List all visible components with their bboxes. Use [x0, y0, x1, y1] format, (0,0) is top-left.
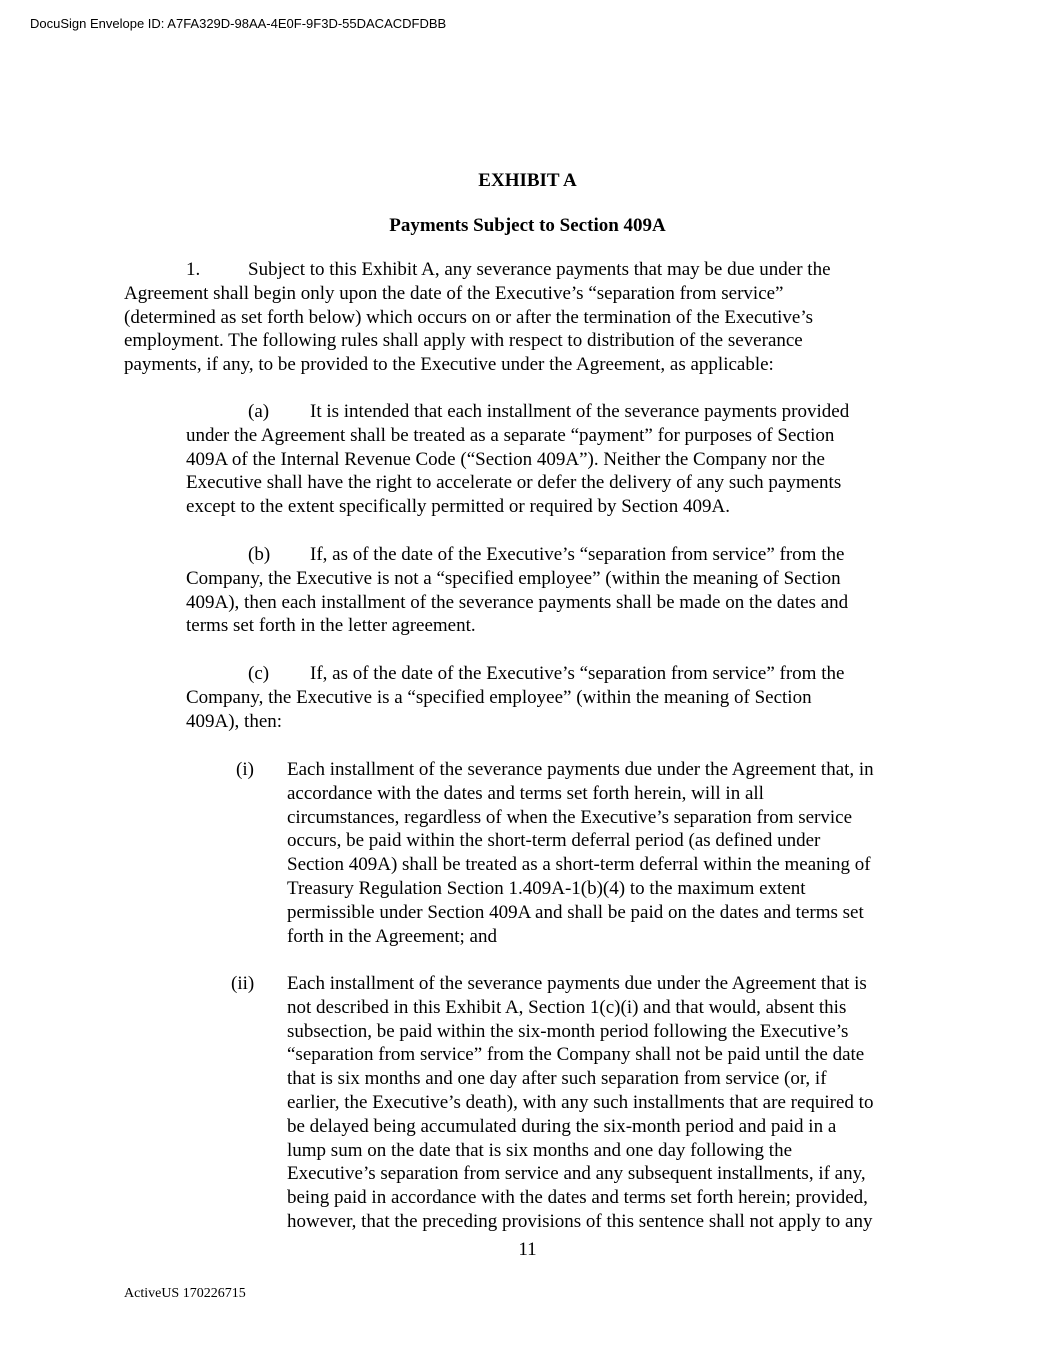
item-i-line: forth in the Agreement; and — [287, 925, 497, 947]
paragraph-a-line: under the Agreement shall be treated as a separate “payment” for purposes of Section — [186, 424, 835, 446]
item-ii-line: earlier, the Executive’s death), with any such installments that are required to — [287, 1091, 874, 1113]
item-i-marker: (i) — [236, 759, 254, 780]
item-i-line: circumstances, regardless of when the Executive’s separation from service — [287, 806, 853, 828]
section-1-line: payments, if any, to be provided to the Executive under the Agreement, as applicable: — [124, 354, 774, 376]
item-ii-line: not described in this Exhibit A, Section 1(c)(i) and that would, absent this — [287, 996, 847, 1018]
paragraph-b — [186, 543, 848, 638]
section-1-line: employment. The following rules shall apply with respect to distribution of the severance — [124, 330, 803, 352]
paragraph-b-line: (b) If, as of the date of the Executive’s “separation from service” from the — [248, 544, 845, 565]
paragraph-c-line: Company, the Executive is a “specified employee” (within the meaning of Section — [186, 686, 812, 708]
page-number: 11 — [518, 1239, 537, 1260]
paragraph-b-line: terms set forth in the letter agreement. — [186, 615, 476, 637]
item-i-line: occurs, be paid within the short-term deferral period (as defined under — [287, 830, 821, 852]
item-ii-line: Executive’s separation from service and any subsequent installments, if any, — [287, 1163, 866, 1185]
item-i-line: permissible under Section 409A and shall be paid on the dates and terms set — [287, 901, 864, 923]
item-ii-line: lump sum on the date that is six months and one day following the — [287, 1139, 793, 1161]
section-1-line: Agreement shall begin only upon the date of the Executive’s “separation from service” — [124, 282, 784, 304]
section-1-line: (determined as set forth below) which occurs on or after the termination of the Executive’s — [124, 306, 814, 328]
section-1 — [124, 258, 831, 377]
envelope-id: DocuSign Envelope ID: A7FA329D-98AA-4E0F-9F3D-55DACACDFDBB — [30, 16, 447, 31]
paragraph-b-marker: (b) — [248, 544, 271, 565]
paragraph-a-line: except to the extent specifically permitted or required by Section 409A. — [186, 496, 730, 518]
item-ii-line: “separation from service” from the Company shall not be paid until the date — [287, 1044, 865, 1066]
paragraph-a-line: (a) It is intended that each installment of the severance payments provided — [248, 401, 850, 422]
item-ii-line: that is six months and one day after such separation from service (or, if — [287, 1068, 827, 1090]
paragraph-c-line: (c) If, as of the date of the Executive’s “separation from service” from the — [248, 663, 845, 684]
item-i-line: Treasury Regulation Section 1.409A-1(b)(4) to the maximum extent — [287, 877, 806, 899]
paragraph-a — [186, 400, 849, 519]
exhibit-title: EXHIBIT A — [478, 170, 577, 191]
item-ii-line: be delayed being accumulated during the six-month period and paid in a — [287, 1115, 837, 1137]
item-ii — [287, 972, 873, 1234]
item-i-line: Each installment of the severance payments due under the Agreement that, in — [287, 759, 874, 780]
paragraph-a-line: Executive shall have the right to accelerate or defer the delivery of any such payments — [186, 472, 842, 494]
paragraph-a-line: 409A of the Internal Revenue Code (“Section 409A”). Neither the Company nor the — [186, 448, 825, 470]
item-i — [287, 758, 874, 948]
item-ii-marker: (ii) — [231, 973, 255, 994]
exhibit-subtitle: Payments Subject to Section 409A — [389, 215, 666, 236]
paragraph-c-line: 409A), then: — [186, 710, 283, 732]
section-1-line: 1. Subject to this Exhibit A, any severance payments that may be due under the — [186, 259, 831, 280]
item-ii-line: however, that the preceding provisions of this sentence shall not apply to any — [287, 1210, 873, 1232]
item-ii-line: subsection, be paid within the six-month period following the Executive’s — [287, 1020, 849, 1042]
paragraph-b-line: 409A), then each installment of the severance payments shall be made on the dates and — [186, 591, 849, 613]
footer-document-id: ActiveUS 170226715 — [124, 1286, 246, 1301]
paragraph-c-marker: (c) — [248, 663, 270, 684]
paragraph-a-marker: (a) — [248, 401, 270, 422]
item-ii-line: Each installment of the severance payments due under the Agreement that is — [287, 973, 867, 994]
item-i-line: Section 409A) shall be treated as a short-term deferral within the meaning of — [287, 854, 871, 876]
paragraph-b-line: Company, the Executive is not a “specified employee” (within the meaning of Section — [186, 567, 841, 589]
item-ii-line: being paid in accordance with the dates and terms set forth herein; provided, — [287, 1187, 868, 1209]
section-1-number: 1. — [186, 259, 201, 280]
paragraph-c — [186, 662, 844, 733]
item-i-line: accordance with the dates and terms set forth herein, will in all — [287, 782, 764, 804]
